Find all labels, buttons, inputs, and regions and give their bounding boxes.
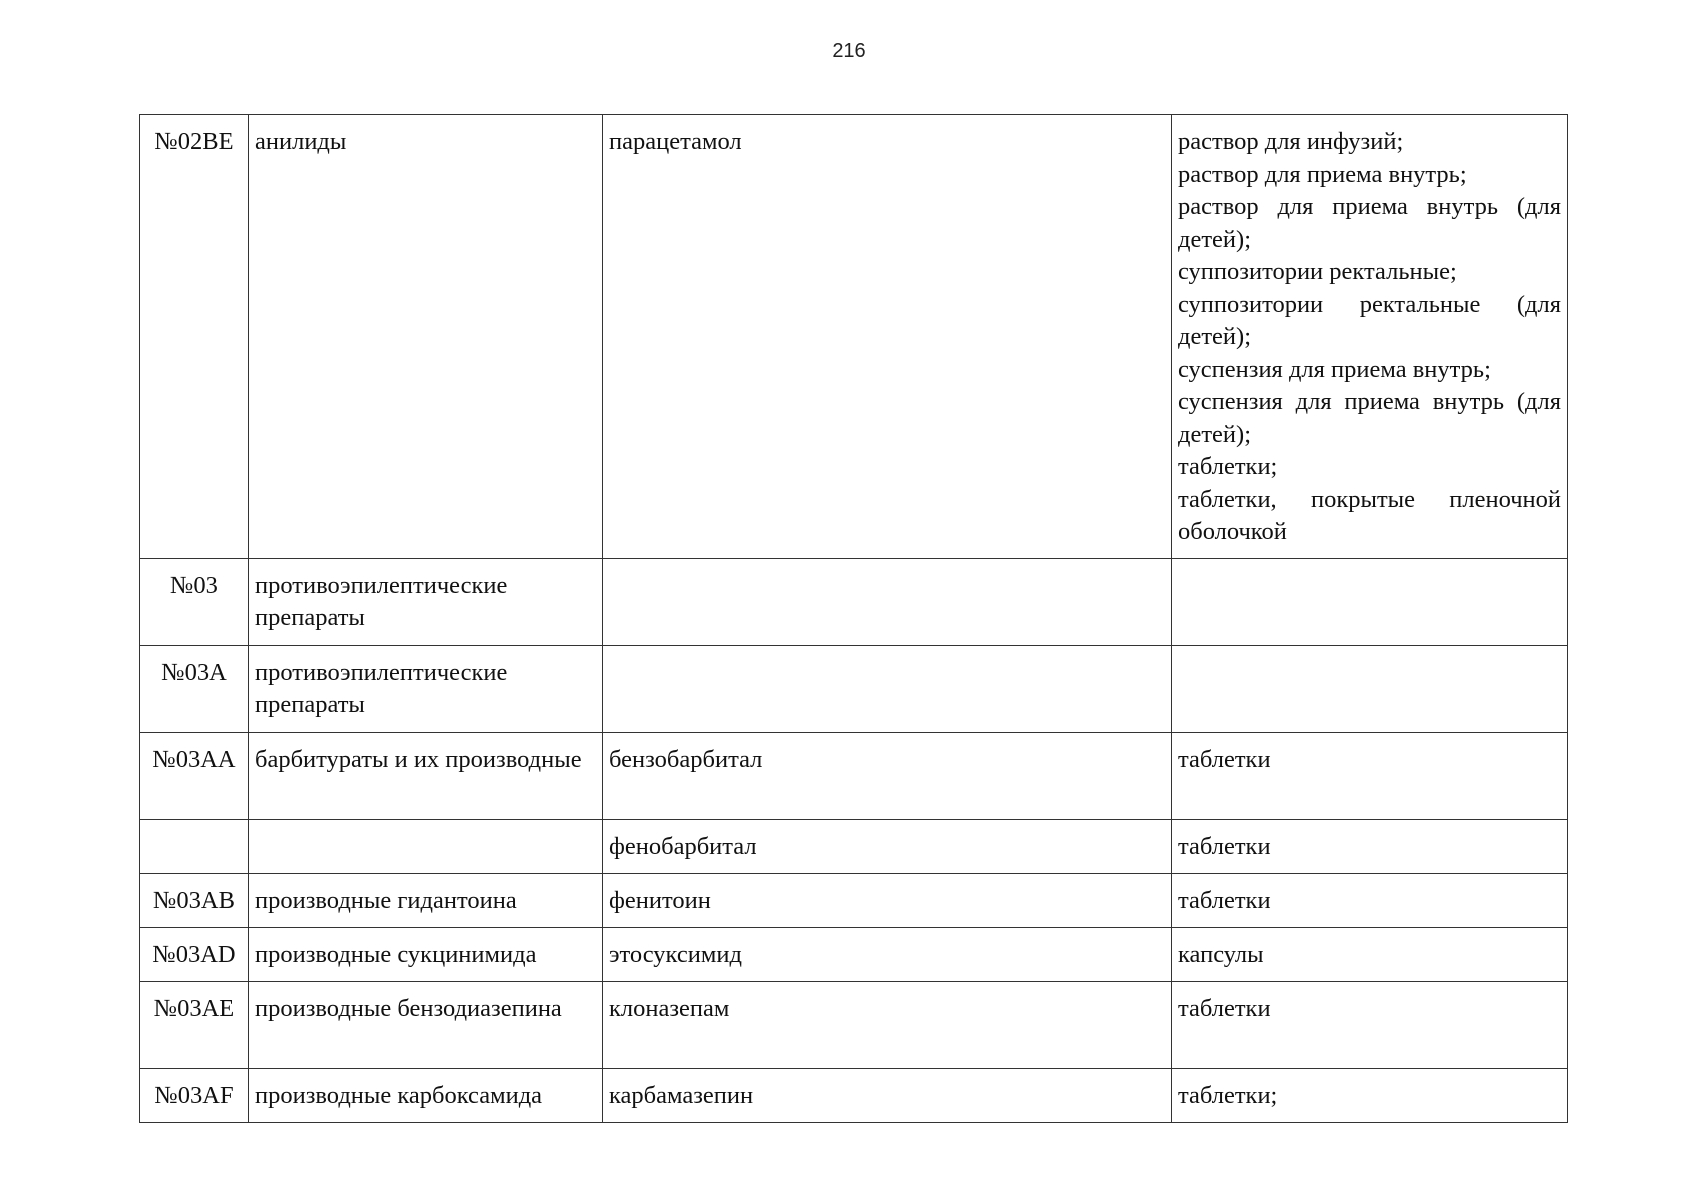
table-row [140, 1068, 1568, 1122]
atc-code-cell: №03AA [140, 732, 249, 819]
table-row [140, 873, 1568, 927]
group-cell: производные сукцинимида [249, 927, 603, 981]
dosage-forms-cell: таблетки; [1172, 1068, 1568, 1122]
drug-name-cell: фенитоин [603, 873, 1172, 927]
drug-name-cell: бензобарбитал [603, 732, 1172, 819]
drug-name-cell: клоназепам [603, 981, 1172, 1068]
drug-name-cell: парацетамол [603, 115, 1172, 559]
table-row [140, 558, 1568, 645]
drug-name-cell [603, 558, 1172, 645]
group-cell: барбитураты и их производные [249, 732, 603, 819]
group-cell: противоэпилептические препараты [249, 558, 603, 645]
dosage-forms-cell: таблетки [1172, 981, 1568, 1068]
drug-name-cell: этосуксимид [603, 927, 1172, 981]
dosage-forms-cell: таблетки [1172, 873, 1568, 927]
group-cell [249, 819, 603, 873]
group-cell: производные гидантоина [249, 873, 603, 927]
atc-code-cell: №03A [140, 645, 249, 732]
table-row [140, 732, 1568, 819]
atc-code-cell: №02BE [140, 115, 249, 559]
dosage-form-item: суппозитории ректальные (для детей); [1178, 290, 1561, 350]
group-cell: производные бензодиазепина [249, 981, 603, 1068]
atc-code-cell: №03AB [140, 873, 249, 927]
table-row [140, 819, 1568, 873]
atc-code-cell: №03 [140, 558, 249, 645]
dosage-forms-cell [1172, 558, 1568, 645]
page-number: 216 [832, 40, 866, 62]
dosage-form-item: таблетки; [1178, 453, 1278, 480]
dosage-form-item: раствор для приема внутрь (для детей); [1178, 193, 1561, 253]
dosage-form-item: суспензия для приема внутрь (для детей); [1178, 388, 1561, 448]
group-cell: анилиды [249, 115, 603, 559]
drug-name-cell [603, 645, 1172, 732]
drug-name-cell: карбамазепин [603, 1068, 1172, 1122]
atc-code-cell [140, 819, 249, 873]
drug-list-table [139, 114, 1568, 1123]
atc-code-cell: №03AE [140, 981, 249, 1068]
dosage-form-item: суспензия для приема внутрь; [1178, 355, 1491, 383]
dosage-form-item: суппозитории ректальные; [1178, 258, 1457, 285]
table-row [140, 927, 1568, 981]
table-row [140, 981, 1568, 1068]
atc-code-cell: №03AF [140, 1068, 249, 1122]
group-cell: производные карбоксамида [249, 1068, 603, 1122]
dosage-form-item: раствор для приема внутрь; [1178, 160, 1467, 188]
dosage-form-item: таблетки, покрытые пленочной оболочкой [1178, 485, 1561, 545]
atc-code-cell: №03AD [140, 927, 249, 981]
table-row [140, 115, 1568, 559]
table-row [140, 645, 1568, 732]
drug-name-cell: фенобарбитал [603, 819, 1172, 873]
dosage-forms-cell: капсулы [1172, 927, 1568, 981]
dosage-forms-cell: таблетки [1172, 819, 1568, 873]
dosage-form-item: раствор для инфузий; [1178, 128, 1404, 155]
group-cell: противоэпилептические препараты [249, 645, 603, 732]
dosage-forms-cell [1172, 645, 1568, 732]
dosage-forms-cell [1172, 115, 1568, 559]
dosage-forms-cell: таблетки [1172, 732, 1568, 819]
